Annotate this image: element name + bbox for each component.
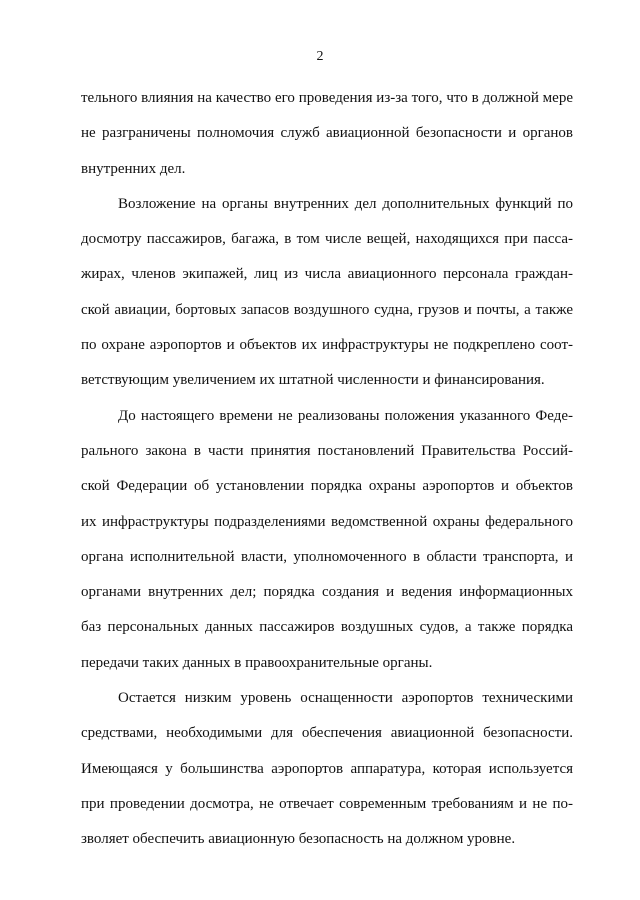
text-line: ской Федерации об установлении порядка охраны аэропортов и объектов [81, 478, 573, 495]
text-line: досмотру пассажиров, багажа, в том числе вещей, находящихся при пасса- [81, 231, 573, 248]
text-line: баз персональных данных пассажиров воздушных судов, а также порядка [81, 619, 573, 636]
text-line: До настоящего времени не реализованы положения указанного Феде- [118, 407, 573, 424]
page-number: 2 [316, 49, 324, 64]
text-line: Возложение на органы внутренних дел дополнительных функций по [118, 195, 573, 212]
text-line: ской авиации, бортовых запасов воздушного судна, грузов и почты, а также [81, 301, 573, 318]
text-line: тельного влияния на качество его проведения из-за того, что в должной мере [81, 90, 573, 106]
text-line: при проведении досмотра, не отвечает современным требованиям и не по- [81, 795, 573, 812]
paragraph-3 [81, 408, 573, 671]
text-line: рального закона в части принятия постановлений Правительства Россий- [81, 442, 573, 459]
text-line: передачи таких данных в правоохранительные органы. [81, 654, 433, 671]
text-line: ветствующим увеличением их штатной численности и финансирования. [81, 372, 545, 389]
text-line: жирах, членов экипажей, лиц из числа авиационного персонала граждан- [81, 266, 573, 283]
text-line: органами внутренних дел; порядка создания и ведения информационных [81, 584, 573, 601]
text-line: Остается низким уровень оснащенности аэропортов техническими [118, 690, 573, 707]
text-line: их инфраструктуры подразделениями ведомственной охраны федерального [81, 513, 573, 530]
text-line: органа исполнительной власти, уполномоченного в области транспорта, и [81, 548, 573, 565]
text-line: по охране аэропортов и объектов их инфраструктуры не подкреплено соот- [81, 337, 573, 354]
text-line: средствами, необходимыми для обеспечения авиационной безопасности. [81, 725, 573, 742]
paragraph-1 [81, 90, 573, 177]
document-body [81, 90, 573, 867]
text-line: внутренних дел. [81, 160, 186, 177]
text-line: зволяет обеспечить авиационную безопасность на должном уровне. [81, 831, 516, 848]
paragraph-4 [81, 690, 573, 847]
paragraph-2 [81, 196, 573, 388]
text-line: Имеющаяся у большинства аэропортов аппаратура, которая используется [81, 760, 573, 777]
text-line: не разграничены полномочия служб авиационной безопасности и органов [81, 125, 573, 142]
